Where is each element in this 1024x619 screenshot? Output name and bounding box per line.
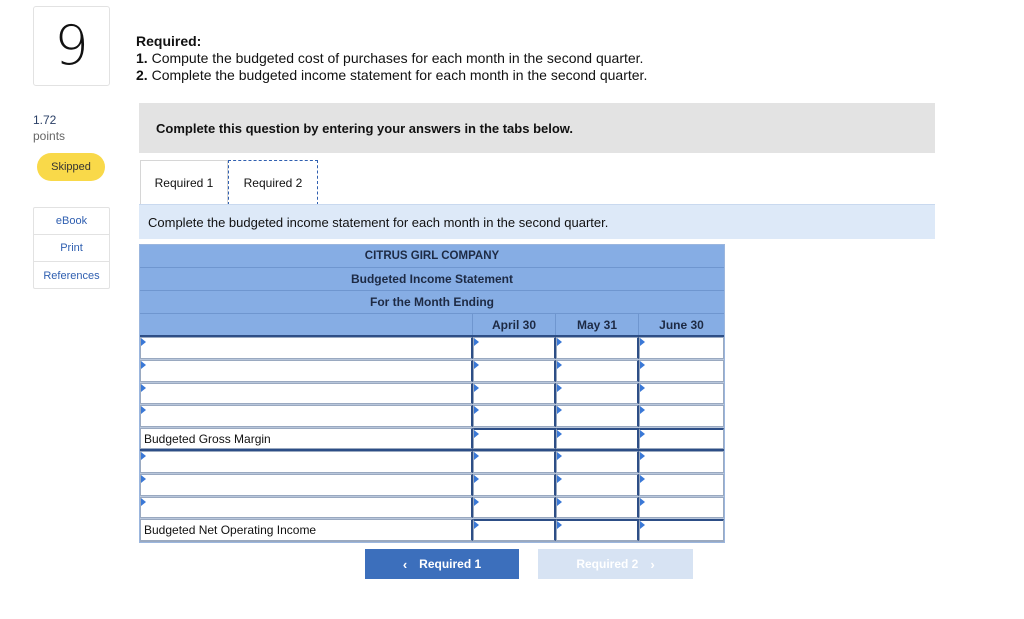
row-label-dropdown[interactable] xyxy=(140,497,473,519)
points-label: points xyxy=(33,129,66,143)
dropdown-arrow-icon xyxy=(557,498,562,506)
dropdown-arrow-icon xyxy=(640,384,645,392)
references-link[interactable]: References xyxy=(43,269,100,282)
dropdown-arrow-icon xyxy=(474,361,479,369)
dropdown-arrow-icon xyxy=(640,521,645,529)
required-item-1-text: Compute the budgeted cost of purchases for each month in the second quarter. xyxy=(151,50,644,66)
ebook-link[interactable]: eBook xyxy=(34,208,109,235)
may-input[interactable] xyxy=(556,451,639,473)
june-input[interactable] xyxy=(639,405,724,427)
column-header-blank xyxy=(140,314,473,335)
dropdown-arrow-icon xyxy=(474,498,479,506)
table-row xyxy=(140,337,724,360)
dropdown-arrow-icon xyxy=(141,361,146,369)
required-item-1-num: 1. xyxy=(136,50,148,66)
june-input[interactable] xyxy=(639,383,724,405)
row-label-dropdown[interactable] xyxy=(140,451,473,473)
dropdown-arrow-icon xyxy=(557,475,562,483)
june-input[interactable] xyxy=(639,451,724,473)
dropdown-arrow-icon xyxy=(474,430,479,438)
prev-button-label: Required 1 xyxy=(419,557,482,571)
tab-required-1[interactable]: Required 1 xyxy=(140,160,228,205)
table-row-net-operating-income xyxy=(140,519,724,542)
dropdown-arrow-icon xyxy=(640,338,645,346)
dropdown-arrow-icon xyxy=(141,338,146,346)
dropdown-arrow-icon xyxy=(474,475,479,483)
prev-required-1-button[interactable] xyxy=(365,549,519,579)
row-label-dropdown[interactable] xyxy=(140,360,473,382)
april-input[interactable] xyxy=(473,451,556,473)
dropdown-arrow-icon xyxy=(640,406,645,414)
points-value: 1.72 xyxy=(33,113,57,127)
june-input[interactable] xyxy=(639,360,724,382)
june-noi-input[interactable] xyxy=(639,519,724,541)
income-statement-table xyxy=(139,244,725,543)
may-gross-margin-input[interactable] xyxy=(556,428,639,449)
row-label-dropdown[interactable] xyxy=(140,474,473,496)
required-item-2-num: 2. xyxy=(136,67,148,83)
status-badge: Skipped xyxy=(37,153,105,181)
june-input[interactable] xyxy=(639,497,724,519)
dropdown-arrow-icon xyxy=(640,361,645,369)
table-row xyxy=(140,474,724,497)
chevron-left-icon: ‹ xyxy=(402,556,408,572)
table-row xyxy=(140,451,724,474)
question-number-box xyxy=(33,6,110,86)
april-input[interactable] xyxy=(473,474,556,496)
dropdown-arrow-icon xyxy=(474,384,479,392)
may-noi-input[interactable] xyxy=(556,519,639,541)
statement-period: For the Month Ending xyxy=(140,291,724,314)
table-row-gross-margin xyxy=(140,428,724,451)
row-label-net-operating-income: Budgeted Net Operating Income xyxy=(140,519,473,541)
instructions-banner: Complete this question by entering your answers in the tabs below. xyxy=(139,103,935,153)
dropdown-arrow-icon xyxy=(474,521,479,529)
april-input[interactable] xyxy=(473,360,556,382)
dropdown-arrow-icon xyxy=(557,430,562,438)
dropdown-arrow-icon xyxy=(474,452,479,460)
may-input[interactable] xyxy=(556,383,639,405)
dropdown-arrow-icon xyxy=(557,452,562,460)
june-input[interactable] xyxy=(639,474,724,496)
may-input[interactable] xyxy=(556,474,639,496)
may-input[interactable] xyxy=(556,360,639,382)
june-input[interactable] xyxy=(639,337,724,359)
dropdown-arrow-icon xyxy=(640,430,645,438)
tab-required-2[interactable]: Required 2 xyxy=(228,160,318,205)
may-input[interactable] xyxy=(556,337,639,359)
column-header-may: May 31 xyxy=(556,314,639,335)
april-input[interactable] xyxy=(473,497,556,519)
dropdown-arrow-icon xyxy=(141,475,146,483)
column-header-row xyxy=(140,314,724,337)
april-gross-margin-input[interactable] xyxy=(473,428,556,449)
table-row xyxy=(140,405,724,428)
row-label-dropdown[interactable] xyxy=(140,405,473,427)
company-name: CITRUS GIRL COMPANY xyxy=(140,245,724,268)
dropdown-arrow-icon xyxy=(474,406,479,414)
column-header-april: April 30 xyxy=(473,314,556,335)
resources-panel xyxy=(33,207,110,289)
table-row xyxy=(140,360,724,383)
tab-instruction: Complete the budgeted income statement for each month in the second quarter. xyxy=(139,204,935,239)
dropdown-arrow-icon xyxy=(557,384,562,392)
april-input[interactable] xyxy=(473,337,556,359)
june-gross-margin-input[interactable] xyxy=(639,428,724,449)
dropdown-arrow-icon xyxy=(141,406,146,414)
row-label-gross-margin: Budgeted Gross Margin xyxy=(140,428,473,449)
dropdown-arrow-icon xyxy=(557,521,562,529)
dropdown-arrow-icon xyxy=(640,452,645,460)
required-item-2-text: Complete the budgeted income statement for each month in the second quarter. xyxy=(151,67,648,83)
required-item-2 xyxy=(136,67,647,83)
row-label-dropdown[interactable] xyxy=(140,337,473,359)
dropdown-arrow-icon xyxy=(640,498,645,506)
dropdown-arrow-icon xyxy=(557,361,562,369)
may-input[interactable] xyxy=(556,405,639,427)
dropdown-arrow-icon xyxy=(557,338,562,346)
april-input[interactable] xyxy=(473,383,556,405)
required-item-1 xyxy=(136,50,643,66)
question-number: 9 xyxy=(54,14,89,77)
statement-title: Budgeted Income Statement xyxy=(140,268,724,291)
next-required-2-button[interactable] xyxy=(538,549,693,579)
dropdown-arrow-icon xyxy=(141,452,146,460)
table-row xyxy=(140,497,724,520)
dropdown-arrow-icon xyxy=(474,338,479,346)
dropdown-arrow-icon xyxy=(141,384,146,392)
dropdown-arrow-icon xyxy=(557,406,562,414)
chevron-right-icon: › xyxy=(650,556,655,572)
may-input[interactable] xyxy=(556,497,639,519)
table-row xyxy=(140,383,724,406)
print-link[interactable]: Print xyxy=(34,235,109,262)
april-noi-input[interactable] xyxy=(473,519,556,541)
required-heading: Required: xyxy=(136,33,202,49)
april-input[interactable] xyxy=(473,405,556,427)
next-button-label: Required 2 xyxy=(576,557,639,571)
dropdown-arrow-icon xyxy=(640,475,645,483)
column-header-june: June 30 xyxy=(659,317,704,332)
dropdown-arrow-icon xyxy=(141,498,146,506)
row-label-dropdown[interactable] xyxy=(140,383,473,405)
